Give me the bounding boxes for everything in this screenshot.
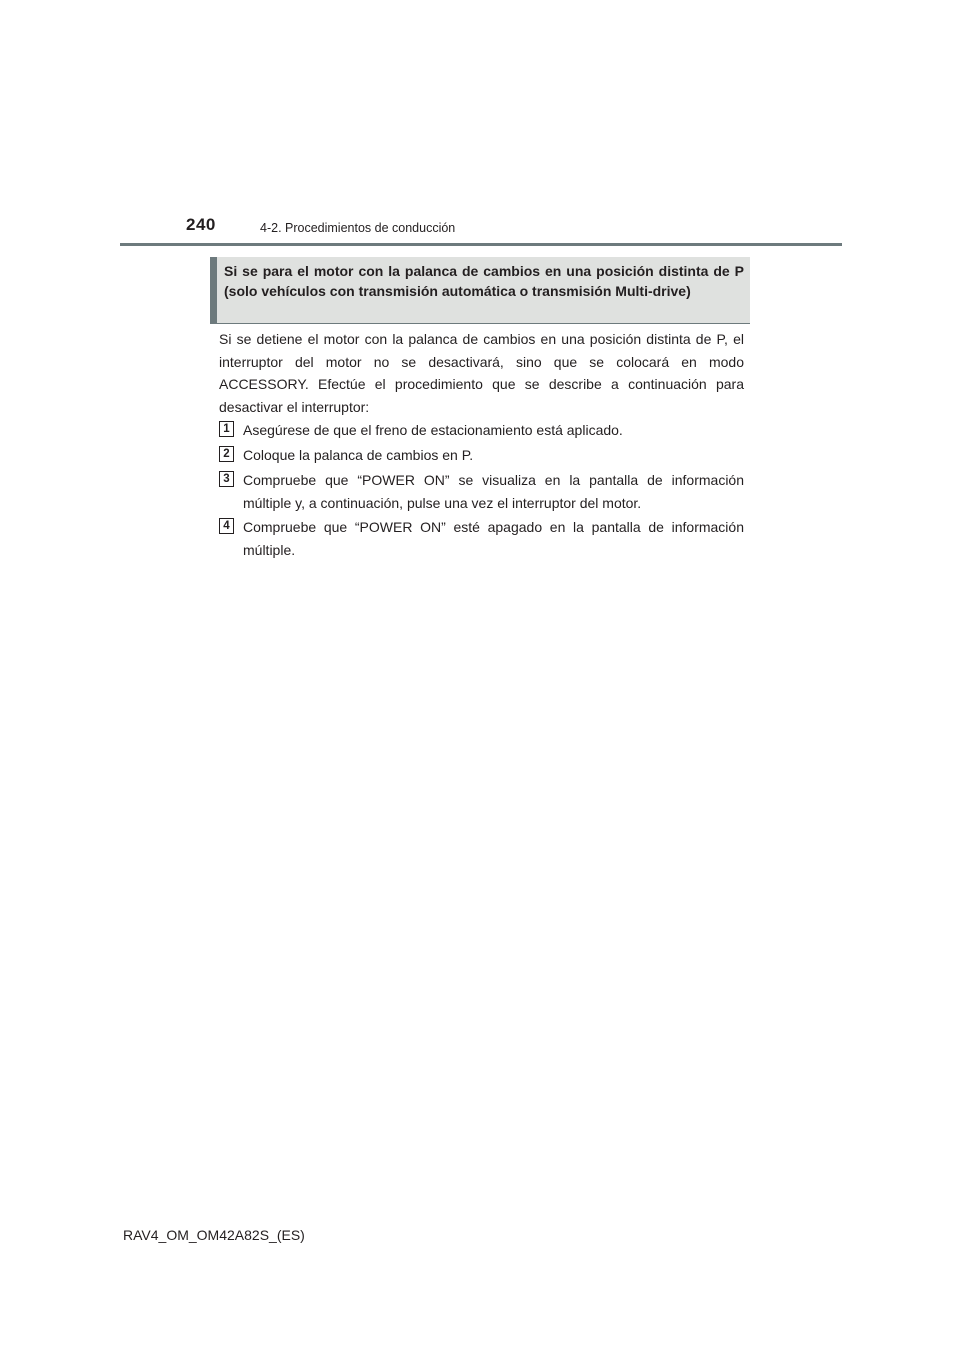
step-number-2: 2 bbox=[219, 446, 234, 462]
step-text-4: Compruebe que “POWER ON” esté apagado en la pantalla de información múltiple. bbox=[243, 519, 744, 558]
page-number: 240 bbox=[186, 215, 216, 234]
step-number-3: 3 bbox=[219, 471, 234, 487]
heading-accent-bar bbox=[210, 257, 217, 323]
step-number-1: 1 bbox=[219, 421, 234, 437]
header-divider bbox=[120, 243, 842, 246]
step-text-1: Asegúrese de que el freno de estacionamiento está aplicado. bbox=[243, 422, 623, 438]
section-title: 4-2. Procedimientos de conducción bbox=[260, 221, 456, 235]
step-number-4: 4 bbox=[219, 518, 234, 534]
section-heading: Si se para el motor con la palanca de cambios en una posición distinta de P (solo vehículos con transmisión automática o transmisión Multi-drive) bbox=[224, 263, 744, 299]
document-code: RAV4_OM_OM42A82S_(ES) bbox=[123, 1227, 305, 1243]
intro-paragraph: Si se detiene el motor con la palanca de cambios en una posición distinta de P, el interruptor del motor no se desactivará, sino que se colocará en modo ACCESSORY. Efectúe el procedimiento que se describe a continuación para desactivar el interruptor: bbox=[219, 331, 744, 415]
step-text-3: Compruebe que “POWER ON” se visualiza en la pantalla de información múltiple y, a continuación, pulse una vez el interruptor del motor. bbox=[243, 472, 744, 511]
section-heading-box bbox=[210, 257, 750, 324]
step-text-2: Coloque la palanca de cambios en P. bbox=[243, 447, 474, 463]
